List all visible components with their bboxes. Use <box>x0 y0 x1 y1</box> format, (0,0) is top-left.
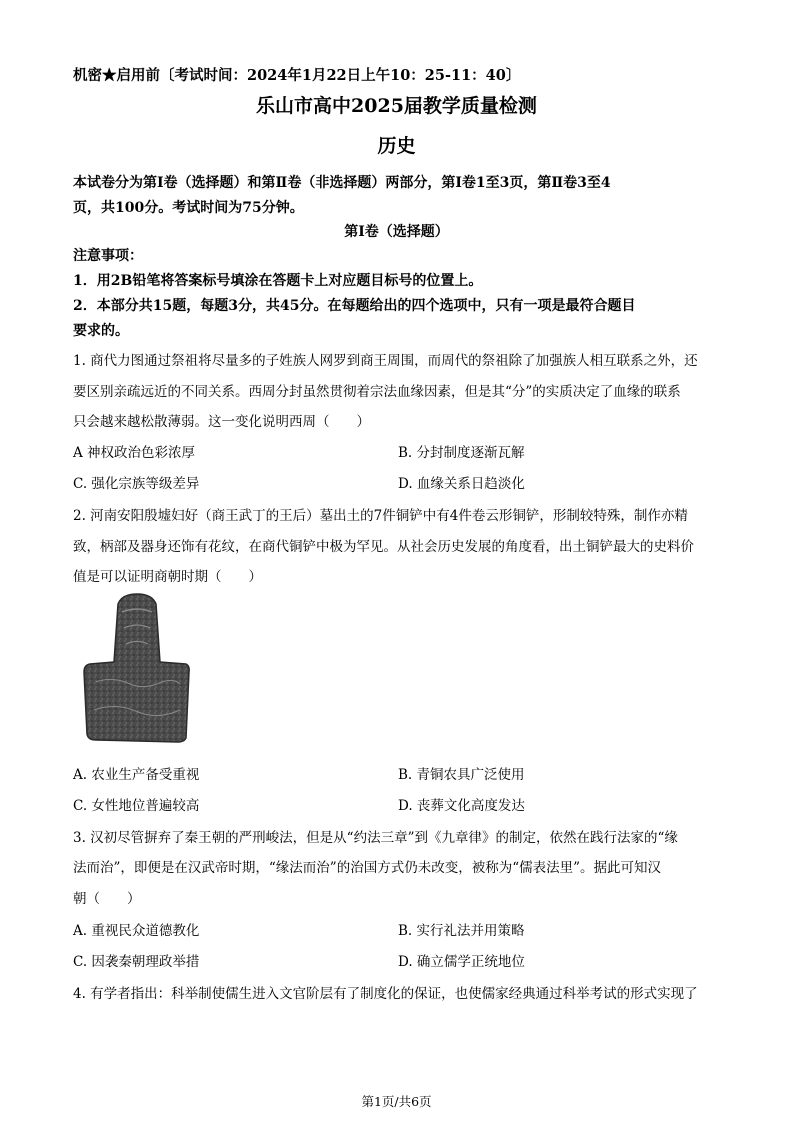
question-1-line-2: 要区别亲疏远近的不同关系。西周分封虽然贯彻着宗法血缘因素，但是其“分”的实质决定了血缘的联系 <box>73 384 681 400</box>
question-3-line-1: 3. 汉初尽管摒弃了秦王朝的严刑峻法，但是从“约法三章”到《九章律》的制定，依然在践行法家的“缘 <box>73 830 678 846</box>
note-2-line-1: 2．本部分共15题，每题3分，共45分。在每题给出的四个选项中，只有一项是最符合题目 <box>73 298 636 314</box>
question-1-line-3: 只会越来越松散薄弱。这一变化说明西周（ ） <box>73 414 370 430</box>
question-1-option-c: C. 强化宗族等级差异 <box>73 476 200 492</box>
question-3-line-2: 法而治”，即便是在汉武帝时期，“缘法而治”的治国方式仍未改变，被称为“儒表法里”。据此可知汉 <box>73 860 662 876</box>
intro-line-1: 本试卷分为第Ⅰ卷（选择题）和第Ⅱ卷（非选择题）两部分，第Ⅰ卷1至3页，第Ⅱ卷3至4 <box>73 175 611 191</box>
question-2-option-c: C. 女性地位普遍较高 <box>73 798 200 814</box>
question-1-option-b: B. 分封制度逐渐瓦解 <box>398 445 525 461</box>
note-2-line-2: 要求的。 <box>73 323 129 339</box>
question-2-option-a: A. 农业生产备受重视 <box>73 767 200 783</box>
confidential-line: 机密★启用前〔考试时间：2024年1月22日上午10：25-11：40〕 <box>73 67 521 84</box>
subject-title: 历史 <box>377 135 416 157</box>
question-2-line-3: 值是可以证明商朝时期（ ） <box>73 569 262 585</box>
question-3-option-b: B. 实行礼法并用策略 <box>398 923 525 939</box>
question-1-option-d: D. 血缘关系日趋淡化 <box>398 476 525 492</box>
intro-line-2: 页，共100分。考试时间为75分钟。 <box>73 200 304 216</box>
note-1: 1．用2B铅笔将答案标号填涂在答题卡上对应题目标号的位置上。 <box>73 273 483 289</box>
question-2-option-b: B. 青铜农具广泛使用 <box>398 767 525 783</box>
question-1-line-1: 1. 商代力图通过祭祖将尽量多的子姓族人网罗到商王周围，而周代的祭祖除了加强族人相互联系之外，还 <box>73 353 698 369</box>
question-1-option-a: A 神权政治色彩浓厚 <box>73 445 196 461</box>
section-title: 第I卷（选择题） <box>344 224 449 240</box>
page-number: 第1页/共6页 <box>361 1094 432 1109</box>
bronze-shovel-image <box>82 592 192 744</box>
notes-title: 注意事项： <box>73 248 143 264</box>
question-2-option-d: D. 丧葬文化高度发达 <box>398 798 525 814</box>
question-3-option-a: A. 重视民众道德教化 <box>73 923 200 939</box>
question-3-option-c: C. 因袭秦朝理政举措 <box>73 954 200 970</box>
question-4-line-1: 4. 有学者指出：科举制使儒生进入文官阶层有了制度化的保证，也使儒家经典通过科举考试的形式实现了 <box>73 986 698 1002</box>
exam-title: 乐山市高中2025届教学质量检测 <box>256 95 537 117</box>
question-2-line-1: 2. 河南安阳殷墟妇好（商王武丁的王后）墓出土的7件铜铲中有4件卷云形铜铲，形制较特殊，制作亦精 <box>73 508 688 524</box>
question-2-line-2: 致，柄部及器身还饰有花纹，在商代铜铲中极为罕见。从社会历史发展的角度看，出土铜铲最大的史料价 <box>73 539 694 555</box>
question-3-line-3: 朝（ ） <box>73 891 141 907</box>
question-3-option-d: D. 确立儒学正统地位 <box>398 954 525 970</box>
